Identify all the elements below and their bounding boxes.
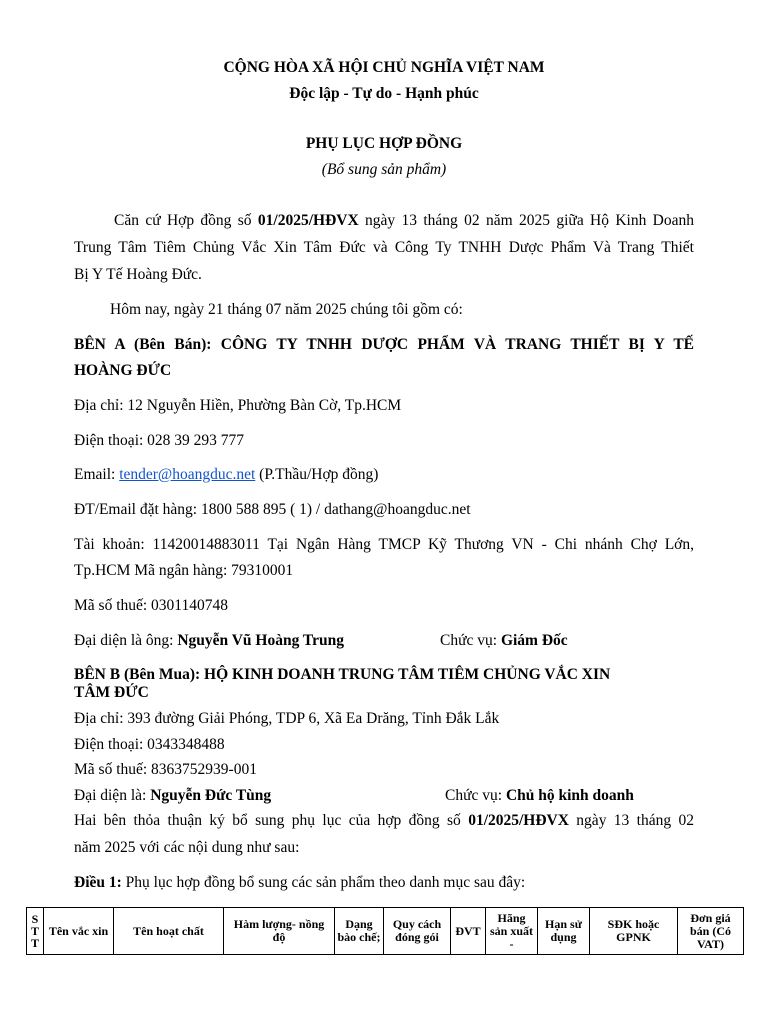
col-vaccine-name: Tên vắc xin — [44, 908, 114, 955]
party-a-heading-cont: HOÀNG ĐỨC — [74, 362, 172, 379]
agreement-line-1: Hai bên thỏa thuận ký bổ sung phụ lục của hợp đồng số 01/2025/HĐVX ngày 13 tháng 02 — [74, 812, 694, 829]
party-b-representative: Đại diện là: Nguyễn Đức Tùng — [74, 787, 272, 804]
party-a-email: Email: tender@hoangduc.net (P.Thầu/Hợp đồng) — [74, 466, 379, 483]
col-manufacturer: Hãng sản xuất - — [486, 908, 538, 955]
email-link[interactable]: tender@hoangduc.net — [119, 466, 256, 483]
motto: Độc lập - Tự do - Hạnh phúc — [289, 85, 479, 102]
col-registration: SĐK hoặc GPNK — [590, 908, 678, 955]
meeting-date: Hôm nay, ngày 21 tháng 07 năm 2025 chúng tôi gồm có: — [110, 301, 463, 318]
party-b-phone: Điện thoại: 0343348488 — [74, 736, 225, 753]
intro-line-3: Bị Y Tế Hoàng Đức. — [74, 266, 202, 283]
col-concentration: Hàm lượng- nồng độ — [224, 908, 335, 955]
party-a-address: Địa chỉ: 12 Nguyễn Hiền, Phường Bàn Cờ, Tp.HCM — [74, 397, 402, 414]
col-active-ingredient: Tên hoạt chất — [114, 908, 224, 955]
contract-number: 01/2025/HĐVX — [257, 212, 359, 229]
party-a-heading: BÊN A (Bên Bán): CÔNG TY TNHH DƯỢC PHẨM VÀ TRANG THIẾT BỊ Y TẾ — [74, 336, 694, 353]
product-table — [26, 907, 744, 955]
party-a-position: Chức vụ: Giám Đốc — [440, 632, 568, 649]
article-1: Điều 1: Phụ lục hợp đồng bổ sung các sản phẩm theo danh mục sau đây: — [74, 874, 526, 891]
party-b-address: Địa chỉ: 393 đường Giải Phóng, TDP 6, Xã Ea Drăng, Tỉnh Đắk Lắk — [74, 710, 500, 727]
country-heading: CỘNG HÒA XÃ HỘI CHỦ NGHĨA VIỆT NAM — [223, 59, 545, 76]
col-unit-price: Đơn giá bán (Có VAT) — [678, 908, 744, 955]
intro-line-2: Trung Tâm Tiêm Chủng Vắc Xin Tâm Đức và Công Ty TNHH Dược Phẩm Và Trang Thiết — [74, 239, 694, 256]
party-a-phone: Điện thoại: 028 39 293 777 — [74, 432, 245, 449]
party-b-heading: BÊN B (Bên Mua): HỘ KINH DOANH TRUNG TÂM TIÊM CHỦNG VẮC XIN — [74, 666, 611, 683]
party-a-tax: Mã số thuế: 0301140748 — [74, 597, 228, 614]
table-header-row — [27, 908, 744, 955]
intro-line-1: Căn cứ Hợp đồng số 01/2025/HĐVX ngày 13 tháng 02 năm 2025 giữa Hộ Kinh Doanh — [114, 212, 695, 229]
document-subtitle: (Bổ sung sản phẩm) — [321, 161, 447, 178]
col-packaging: Quy cách đóng gói — [384, 908, 451, 955]
agreement-line-2: năm 2025 với các nội dung như sau: — [74, 839, 300, 856]
party-b-tax: Mã số thuế: 8363752939-001 — [74, 761, 257, 778]
party-b-position: Chức vụ: Chủ hộ kinh doanh — [445, 787, 634, 804]
col-unit: ĐVT — [451, 908, 486, 955]
party-b-heading-cont: TÂM ĐỨC — [74, 684, 149, 701]
party-a-representative: Đại diện là ông: Nguyễn Vũ Hoàng Trung — [74, 632, 344, 649]
col-expiry: Hạn sử dụng — [538, 908, 590, 955]
party-a-bank-code: Tp.HCM Mã ngân hàng: 79310001 — [74, 562, 294, 579]
col-stt: STT — [27, 908, 44, 955]
party-a-account: Tài khoản: 11420014883011 Tại Ngân Hàng TMCP Kỹ Thương VN - Chi nhánh Chợ Lớn, — [74, 536, 694, 553]
document-title: PHỤ LỤC HỢP ĐỒNG — [305, 135, 463, 152]
col-dosage-form: Dạng bào chế; — [335, 908, 384, 955]
party-a-order-contact: ĐT/Email đặt hàng: 1800 588 895 ( 1) / dathang@hoangduc.net — [74, 501, 471, 518]
